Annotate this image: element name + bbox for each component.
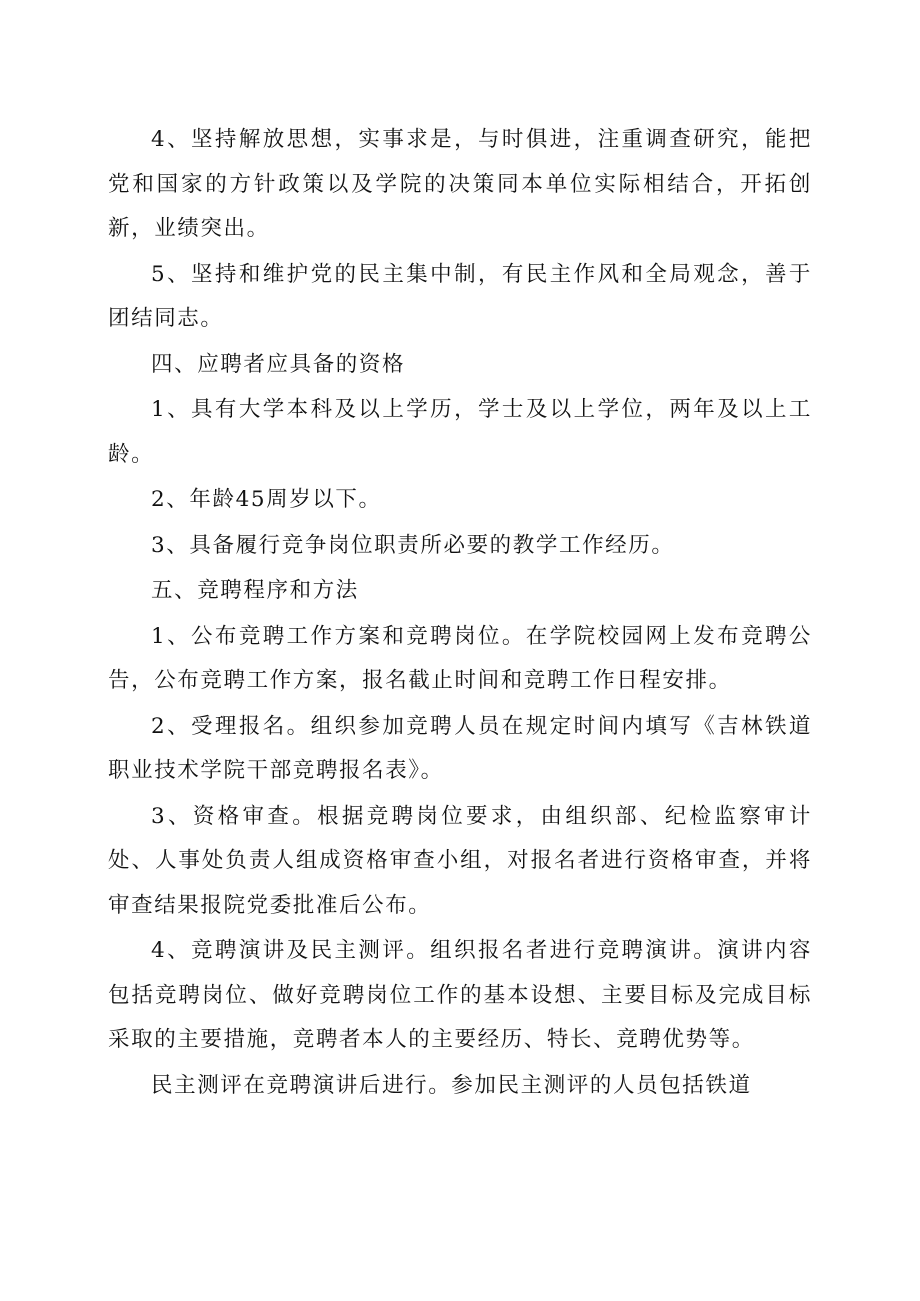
paragraph-qualification-1: 1、具有大学本科及以上学历，学士及以上学位，两年及以上工龄。 [108, 397, 812, 467]
section-heading-qualifications: 四、应聘者应具备的资格 [151, 351, 406, 377]
paragraph-procedure-2: 2、受理报名。组织参加竞聘人员在规定时间内填写《吉林铁道职业技术学院干部竞聘报名表》。 [108, 713, 812, 783]
paragraph-procedure-1: 1、公布竞聘工作方案和竞聘岗位。在学院校园网上发布竞聘公告，公布竞聘工作方案，报名截止时间和竞聘工作日程安排。 [108, 623, 812, 693]
paragraph-procedure-4: 4、竞聘演讲及民主测评。组织报名者进行竞聘演讲。演讲内容包括竞聘岗位、做好竞聘岗位工作的基本设想、主要目标及完成目标采取的主要措施，竞聘者本人的主要经历、特长、竞聘优势等。 [108, 938, 812, 1052]
paragraph-principle-4: 4、坚持解放思想，实事求是，与时俱进，注重调查研究，能把党和国家的方针政策以及学院的决策同本单位实际相结合，开拓创新，业绩突出。 [108, 127, 812, 241]
paragraph-democratic-evaluation: 民主测评在竞聘演讲后进行。参加民主测评的人员包括铁道 [151, 1072, 752, 1098]
paragraph-qualification-3: 3、具备履行竞争岗位职责所必要的教学工作经历。 [151, 532, 675, 558]
section-heading-procedure: 五、竞聘程序和方法 [151, 578, 359, 603]
paragraph-principle-5: 5、坚持和维护党的民主集中制，有民主作风和全局观念，善于团结同志。 [108, 261, 812, 331]
paragraph-qualification-2: 2、年龄45周岁以下。 [151, 487, 382, 512]
paragraph-procedure-3: 3、资格审查。根据竞聘岗位要求，由组织部、纪检监察审计处、人事处负责人组成资格审查小组，对报名者进行资格审查，并将审查结果报院党委批准后公布。 [108, 803, 812, 918]
